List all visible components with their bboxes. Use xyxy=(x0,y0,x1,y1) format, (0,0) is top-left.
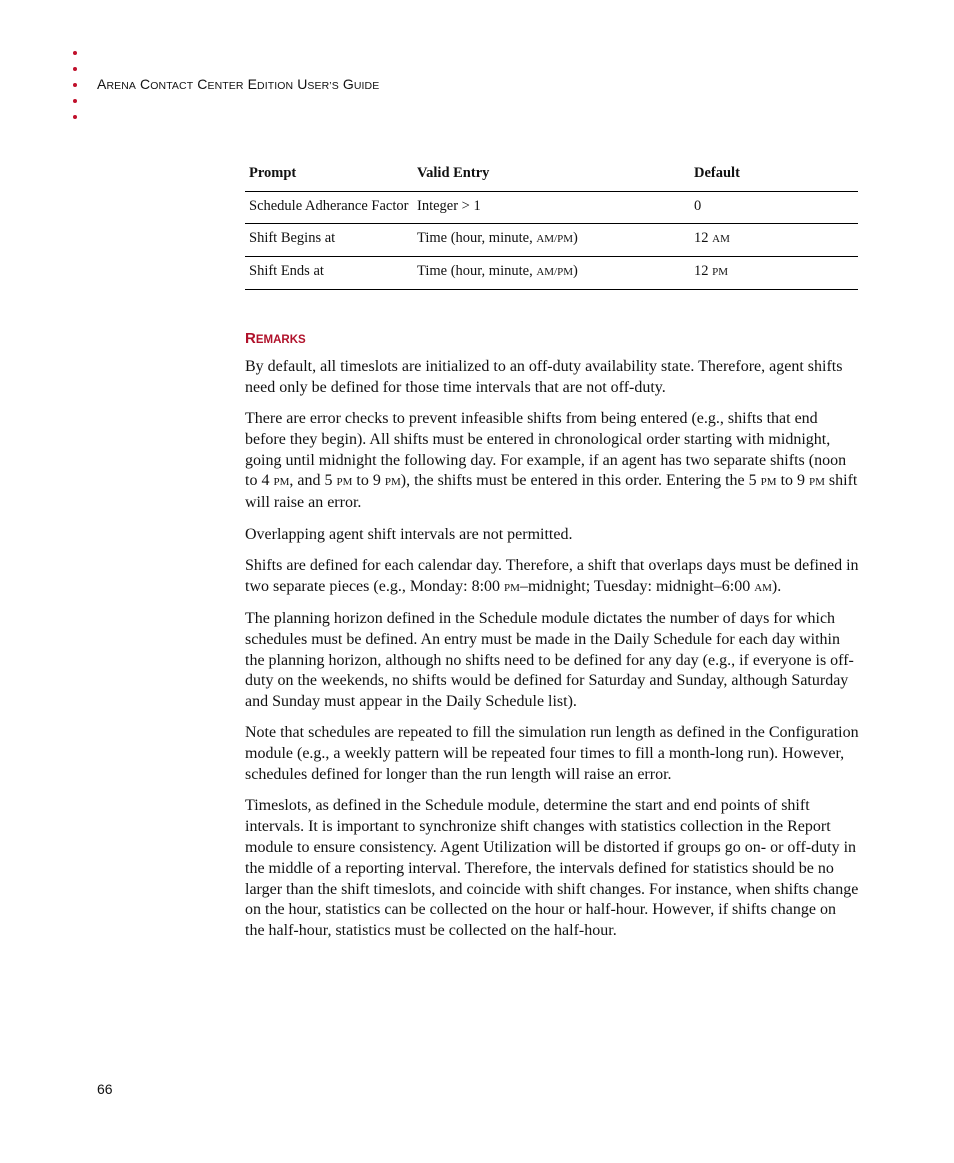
bullet-dot xyxy=(73,99,77,103)
table-header-row xyxy=(245,159,858,192)
paragraph: By default, all timeslots are initialized to an off-duty availability state. Therefore, agent shifts need only be defined for those time intervals that are not off-duty. xyxy=(245,358,843,396)
cell-valid-entry: Integer > 1 xyxy=(413,192,690,224)
prompt-table xyxy=(245,159,858,290)
cell-prompt: Schedule Adherance Factor xyxy=(245,192,413,224)
cell-default: 0 xyxy=(690,192,858,224)
cell-valid-entry: Time (hour, minute, AM/PM) xyxy=(413,257,690,290)
paragraph: There are error checks to prevent infeasible shifts from being entered (e.g., shifts that end before they begin). All shifts must be entered in chronological order starting with midnight, going until midnight the following day. For example, if an agent has two separate shifts (noon to 4 PM, and 5 PM to 9 PM), the shifts must be entered in this order. Entering the 5 PM to 9 PM shift will raise an error. xyxy=(245,410,858,512)
table-row xyxy=(245,224,858,257)
cell-default: 12 PM xyxy=(690,257,858,290)
column-header-default: Default xyxy=(690,159,858,192)
bullet-dot xyxy=(73,51,77,55)
remarks-body xyxy=(245,357,859,952)
cell-valid-entry: Time (hour, minute, AM/PM) xyxy=(413,224,690,257)
bullet-dot xyxy=(73,83,77,87)
bullet-dot xyxy=(73,115,77,119)
bullet-dot xyxy=(73,67,77,71)
paragraph: Overlapping agent shift intervals are not permitted. xyxy=(245,525,573,543)
cell-prompt: Shift Ends at xyxy=(245,257,413,290)
paragraph: Note that schedules are repeated to fill the simulation run length as defined in the Configuration module (e.g., a weekly pattern will be repeated four times to fill a month-long run). However, schedules defined for longer than the run length will raise an error. xyxy=(245,724,859,784)
cell-default: 12 AM xyxy=(690,224,858,257)
remarks-heading: REMARKS xyxy=(245,330,306,347)
paragraph: The planning horizon defined in the Schedule module dictates the number of days for which schedules must be defined. An entry must be made in the Daily Schedule for each day within the planning horizon, although no shifts need to be defined for any day (e.g., if everyone is off-duty on the weekends, no shifts would be defined for Saturday and Sunday, although Saturday and Sunday must appear in the Daily Schedule list). xyxy=(245,609,854,711)
table-row xyxy=(245,257,858,290)
running-header: ARENA CONTACT CENTER EDITION USER’S GUIDE xyxy=(97,76,380,92)
column-header-valid-entry: Valid Entry xyxy=(413,159,690,192)
column-header-prompt: Prompt xyxy=(245,159,413,192)
cell-prompt: Shift Begins at xyxy=(245,224,413,257)
paragraph: Shifts are defined for each calendar day. Therefore, a shift that overlaps days must be defined in two separate pieces (e.g., Monday: 8:00 PM–midnight; Tuesday: midnight–6:00 AM). xyxy=(245,556,859,595)
page-number: 66 xyxy=(97,1081,113,1097)
paragraph: Timeslots, as defined in the Schedule module, determine the start and end points of shift intervals. It is important to synchronize shift changes with statistics collection in the Report module to ensure consistency. Agent Utilization will be distorted if groups go on- or off-duty in the middle of a reporting interval. Therefore, the intervals defined for statistics should be no larger than the shift timeslots, and coincide with shift changes. For instance, when shifts change on the hour, statistics can be collected on the hour or half-hour. However, if shifts change on the half-hour, statistics must be collected on the half-hour. xyxy=(245,797,859,940)
table-row xyxy=(245,192,858,224)
